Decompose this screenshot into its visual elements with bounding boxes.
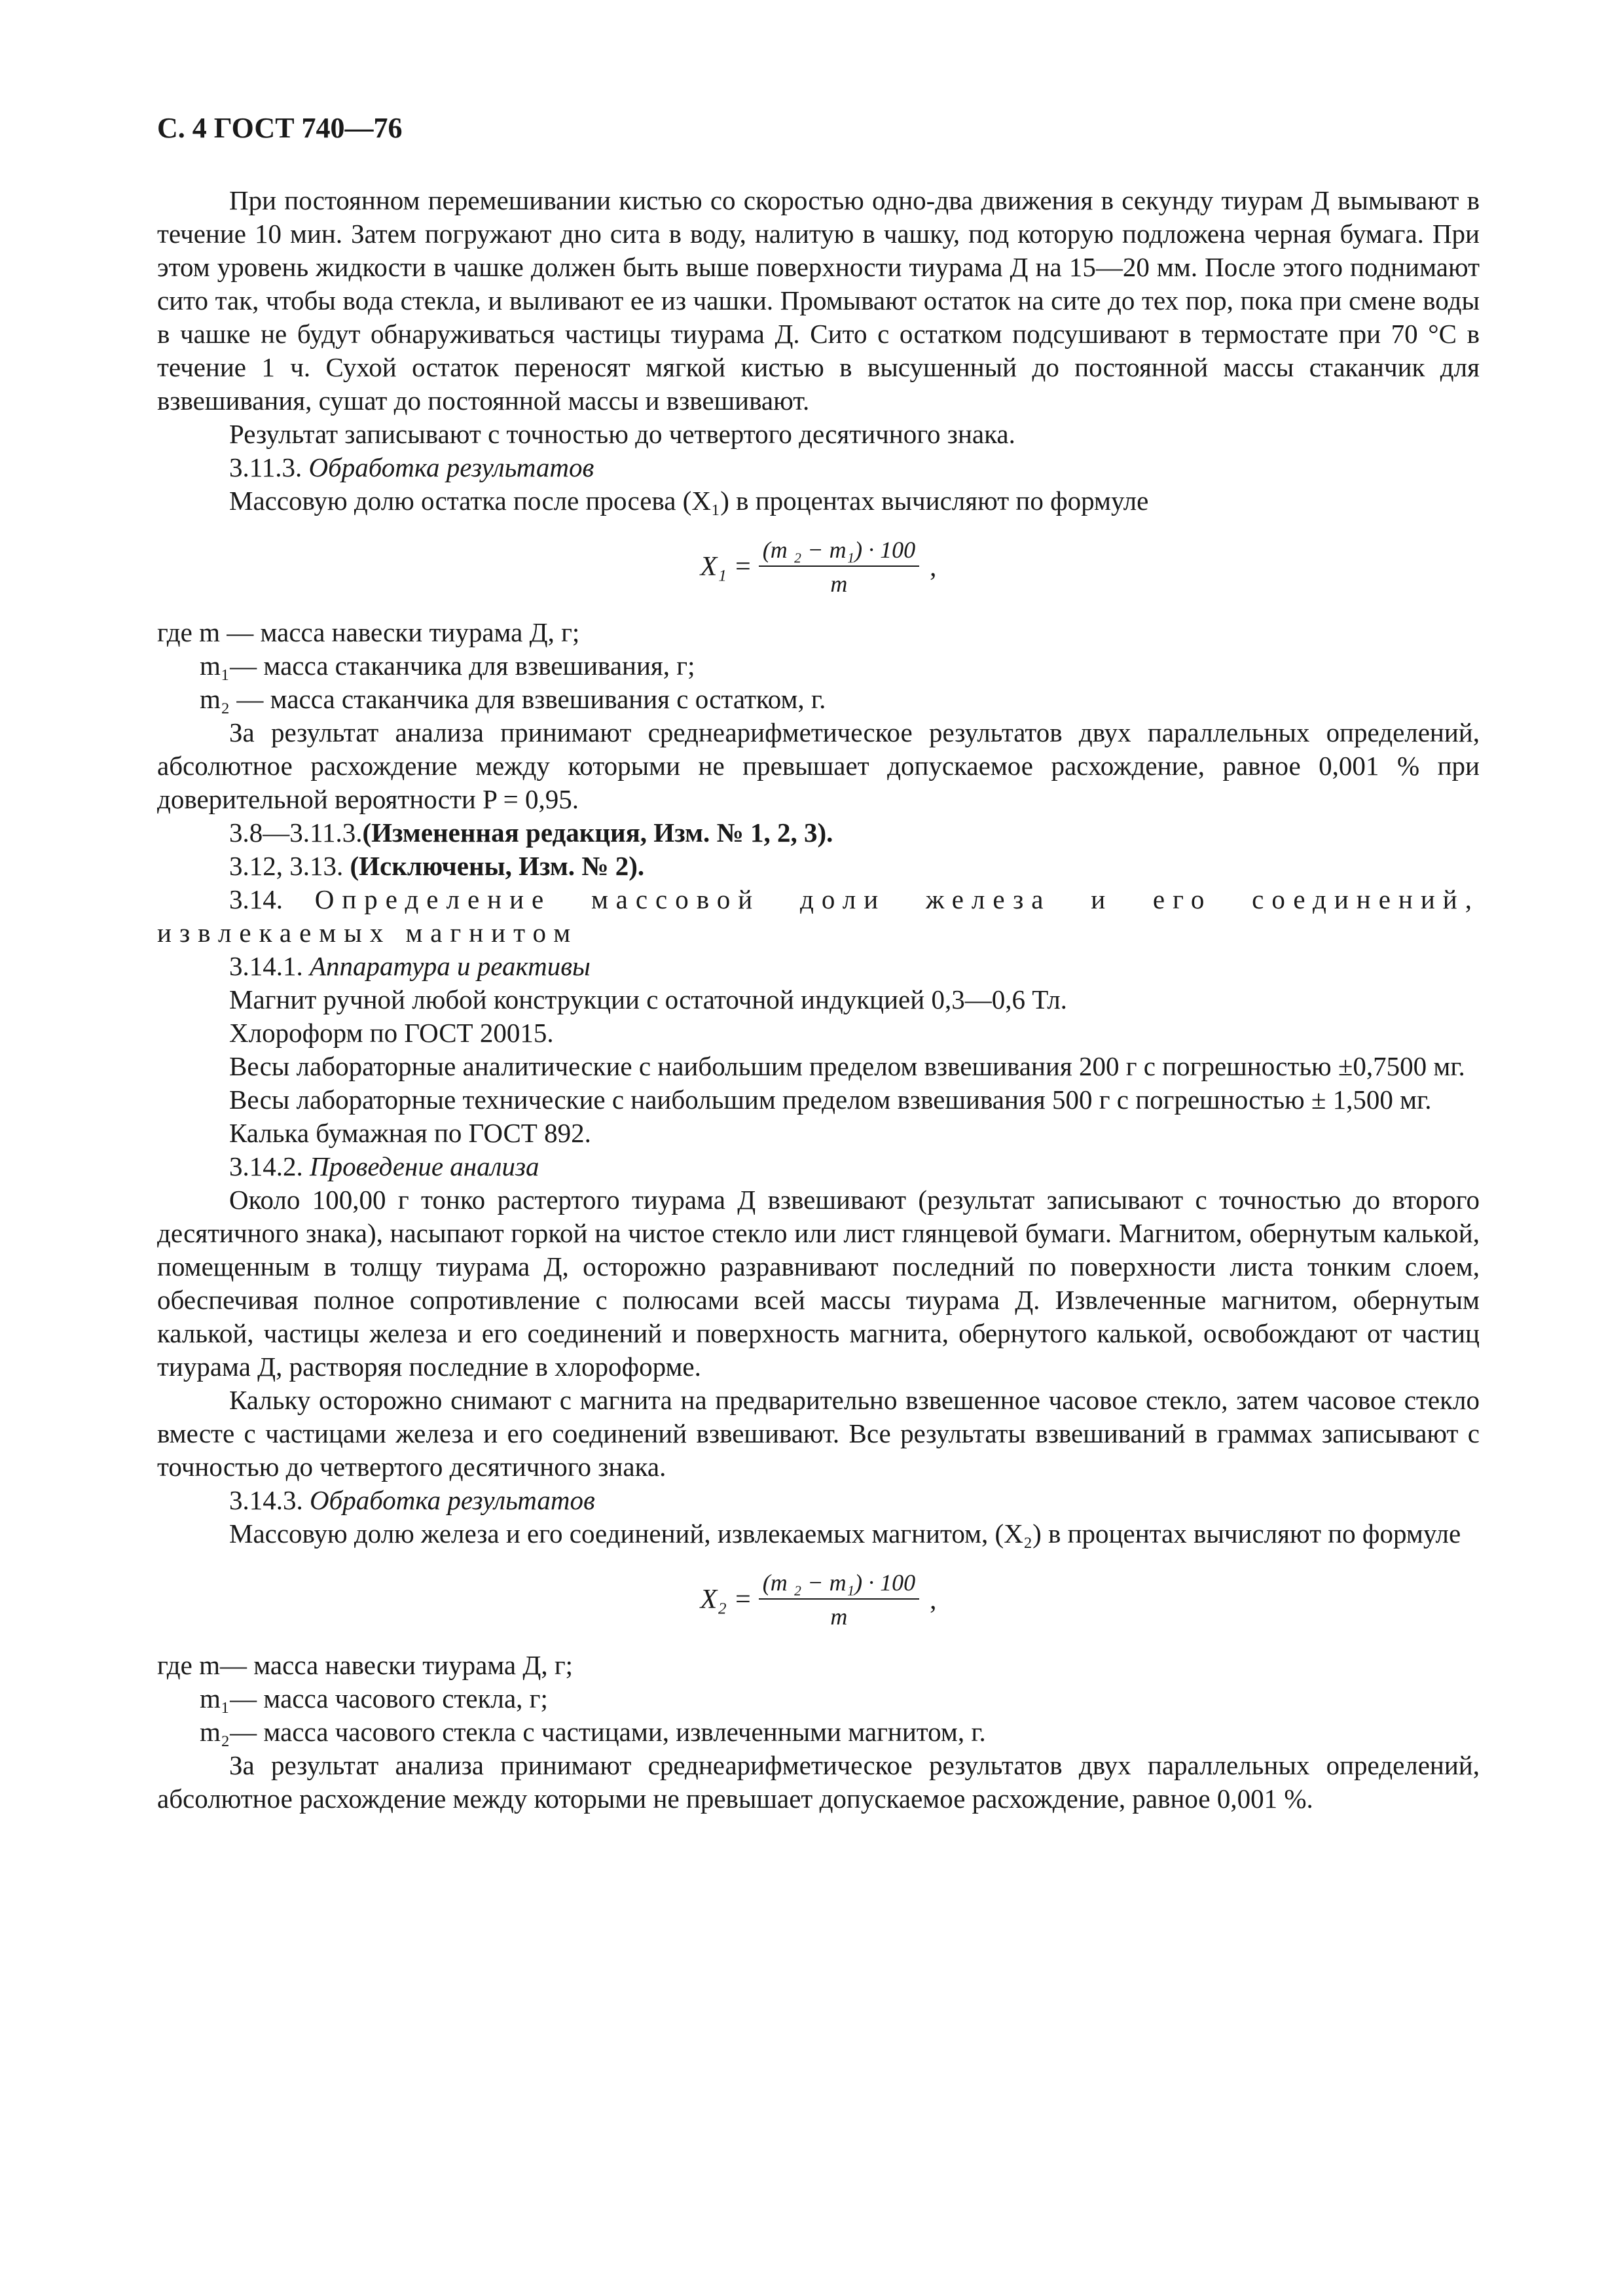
paragraph-formula-intro-2: Массовую долю железа и его соединений, извлекаемых магнитом, (X₂) в процентах вычисляют по формуле bbox=[229, 1518, 1461, 1549]
formula-x1 bbox=[157, 518, 1480, 616]
section-number: 3.14.1. bbox=[229, 951, 303, 981]
section-3-14-heading bbox=[157, 883, 1480, 950]
formula-comma: , bbox=[930, 1584, 937, 1615]
section-3-14-3-heading bbox=[157, 1484, 1480, 1517]
section-number: 3.14.3. bbox=[229, 1485, 303, 1515]
section-3-14-2-heading bbox=[157, 1150, 1480, 1183]
section-title: Проведение анализа bbox=[310, 1151, 539, 1181]
section-3-14-1-heading bbox=[157, 950, 1480, 983]
paragraph-result-precision: Результат записывают с точностью до четвертого десятичного знака. bbox=[229, 419, 1015, 449]
paragraph-magnet: Магнит ручной любой конструкции с остаточной индукцией 0,3—0,6 Тл. bbox=[229, 984, 1067, 1014]
document-page bbox=[157, 111, 1480, 1816]
formula-lhs: X₂ = bbox=[700, 1584, 752, 1615]
amendment-ref: 3.8—3.11.3. bbox=[229, 817, 363, 848]
paragraph-analysis-procedure: Около 100,00 г тонко растертого тиурама Д взвешивают (результат записывают с точностью до второго десятичного знака), насыпают горкой на чистое стекло или лист глянцевой бумаги. Магнитом, обернутым калькой, помещенным в толщу тиурама Д, осторожно разравнивают последний по поверхности листа тонким слоем, обеспечивая полное сопротивление с полюсами всей массы тиурама Д. Извлеченные магнитом, обернутым калькой, частицы железа и его соединений и поверхность магнита, обернутого калькой, освобождают от частиц тиурама Д, растворяя последние в хлороформе. bbox=[157, 1185, 1480, 1382]
section-title: Аппаратура и реактивы bbox=[310, 951, 591, 981]
where-line-m1: m₁— масса стаканчика для взвешивания, г; bbox=[200, 651, 695, 681]
section-3-11-3-heading bbox=[157, 451, 1480, 484]
formula-denominator: m bbox=[830, 1604, 848, 1630]
paragraph-tracing-paper: Калька бумажная по ГОСТ 892. bbox=[229, 1118, 591, 1148]
section-number: 3.14. bbox=[229, 884, 283, 914]
where-line-m2: m₂— масса часового стекла с частицами, извлеченными магнитом, г. bbox=[200, 1717, 986, 1747]
section-title: Обработка результатов bbox=[308, 452, 594, 482]
formula-fraction bbox=[759, 1568, 919, 1631]
formula-numerator: (m ₂ − m₁) · 100 bbox=[759, 1568, 919, 1600]
paragraph-result-analysis-1: За результат анализа принимают среднеарифметическое результатов двух параллельных определений, абсолютное расхождение между которыми не превышает допускаемое расхождение, равное 0,001 % при доверительной вероятности P = 0,95. bbox=[157, 717, 1480, 814]
paragraph-amendment-note bbox=[157, 816, 1480, 850]
section-title-spaced: Определение массовой доли железа и его соединений, извлекаемых магнитом bbox=[157, 884, 1480, 948]
paragraph-weighing: Кальку осторожно снимают с магнита на предварительно взвешенное часовое стекло, затем часовое стекло вместе с частицами железа и его соединений взвешивают. Все результаты взвешиваний в граммах записывают с точностью до четвертого десятичного знака. bbox=[157, 1385, 1480, 1482]
amendment-text: (Измененная редакция, Изм. № 1, 2, 3). bbox=[362, 817, 833, 848]
paragraph-chloroform: Хлороформ по ГОСТ 20015. bbox=[229, 1018, 554, 1048]
formula-comma: , bbox=[930, 551, 937, 582]
where-line-m1: m₁— масса часового стекла, г; bbox=[200, 1683, 548, 1713]
paragraph-formula-intro-1: Массовую долю остатка после просева (X₁) в процентах вычисляют по формуле bbox=[229, 486, 1149, 516]
paragraph-scales-technical: Весы лабораторные технические с наибольшим пределом взвешивания 500 г с погрешностью ± 1,500 мг. bbox=[229, 1085, 1432, 1115]
section-number: 3.14.2. bbox=[229, 1151, 303, 1181]
formula-fraction bbox=[759, 535, 919, 598]
excluded-ref: 3.12, 3.13. bbox=[229, 851, 344, 881]
section-number: 3.11.3. bbox=[229, 452, 302, 482]
formula-denominator: m bbox=[830, 571, 848, 597]
excluded-text: (Исключены, Изм. № 2). bbox=[350, 851, 645, 881]
section-title: Обработка результатов bbox=[310, 1485, 595, 1515]
paragraph-washing: При постоянном перемешивании кистью со скоростью одно-два движения в секунду тиурам Д вымывают в течение 10 мин. Затем погружают дно сита в воду, налитую в чашку, под которую подложена черная бумага. При этом уровень жидкости в чашке должен быть выше поверхности тиурама Д на 15—20 мм. После этого поднимают сито так, чтобы вода стекла, и выливают ее из чашки. Промывают остаток на сите до тех пор, пока при смене воды в чашке не будут обнаруживаться частицы тиурама Д. Сито с остатком подсушивают в термостате при 70 °С в течение 1 ч. Сухой остаток переносят мягкой кистью в высушенный до постоянной массы стаканчик для взвешивания, сушат до постоянной массы и взвешивают. bbox=[157, 185, 1480, 416]
formula-numerator: (m ₂ − m₁) · 100 bbox=[759, 535, 919, 567]
formula-lhs: X₁ = bbox=[700, 551, 752, 582]
where-line-m: где m— масса навески тиурама Д, г; bbox=[157, 1650, 574, 1680]
where-line-m: где m — масса навески тиурама Д, г; bbox=[157, 617, 580, 647]
formula-x2 bbox=[157, 1551, 1480, 1649]
where-line-m2: m₂ — масса стаканчика для взвешивания с остатком, г. bbox=[200, 684, 826, 714]
paragraph-scales-analytical: Весы лабораторные аналитические с наибольшим пределом взвешивания 200 г с погрешностью ±0,7500 мг. bbox=[229, 1051, 1465, 1081]
paragraph-excluded-note bbox=[157, 850, 1480, 883]
page-header: С. 4 ГОСТ 740—76 bbox=[157, 112, 403, 144]
paragraph-result-analysis-2: За результат анализа принимают среднеарифметическое результатов двух параллельных определений, абсолютное расхождение между которыми не превышает допускаемое расхождение, равное 0,001 %. bbox=[157, 1750, 1480, 1814]
